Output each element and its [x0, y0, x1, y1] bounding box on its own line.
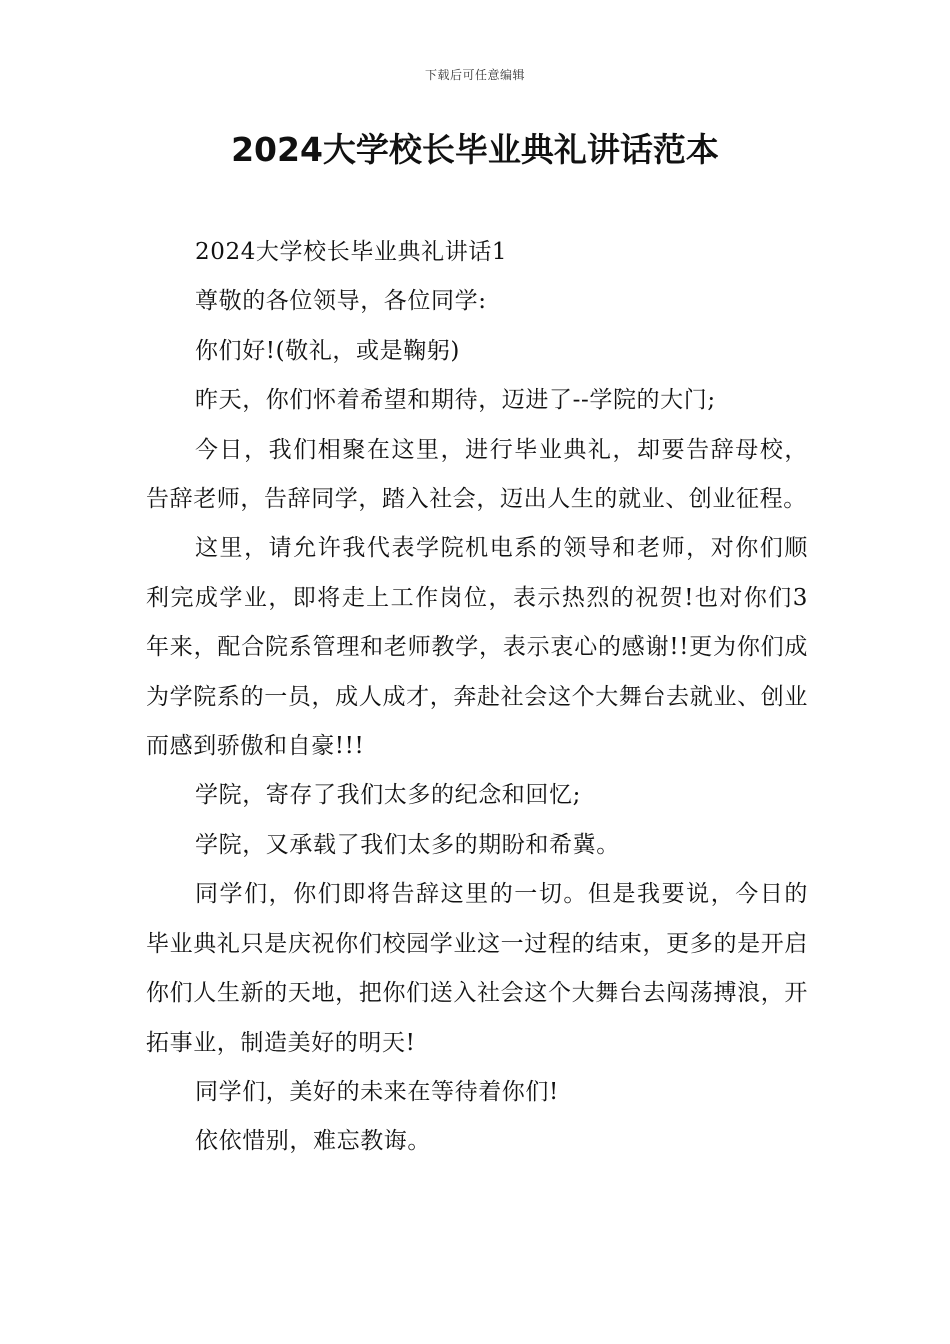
document-body	[146, 228, 808, 1167]
document-title: 2024大学校长毕业典礼讲话范本	[231, 130, 719, 169]
paragraph: 昨天，你们怀着希望和期待，迈进了--学院的大门;	[195, 387, 716, 414]
header-note: 下载后可任意编辑	[424, 68, 525, 82]
paragraph: 这里，请允许我代表学院机电系的领导和老师，对你们顺利完成学业，即将走上工作岗位，表示热烈的祝贺!也对你们3年来，配合院系管理和老师教学，表示衷心的感谢!!更为你们成为学院系的一员，成人成才，奔赴社会这个大舞台去就业、创业而感到骄傲和自豪!!!	[146, 535, 808, 760]
paragraph-greeting: 你们好!(敬礼，或是鞠躬)	[195, 337, 460, 364]
paragraph-speech-heading: 2024大学校长毕业典礼讲话1	[195, 239, 508, 265]
paragraph-salutation: 尊敬的各位领导，各位同学:	[195, 288, 487, 315]
paragraph: 学院，又承载了我们太多的期盼和希冀。	[195, 831, 620, 858]
paragraph: 学院，寄存了我们太多的纪念和回忆;	[195, 782, 581, 809]
paragraph: 同学们，你们即将告辞这里的一切。但是我要说，今日的毕业典礼只是庆祝你们校园学业这一过程的结束，更多的是开启你们人生新的天地，把你们送入社会这个大舞台去闯荡搏浪，开拓事业，制造美好的明天!	[146, 881, 808, 1056]
paragraph: 今日，我们相聚在这里，进行毕业典礼，却要告辞母校，告辞老师，告辞同学，踏入社会，迈出人生的就业、创业征程。	[146, 436, 808, 513]
paragraph: 依依惜别，难忘教诲。	[195, 1128, 431, 1155]
paragraph: 同学们，美好的未来在等待着你们!	[195, 1078, 559, 1105]
